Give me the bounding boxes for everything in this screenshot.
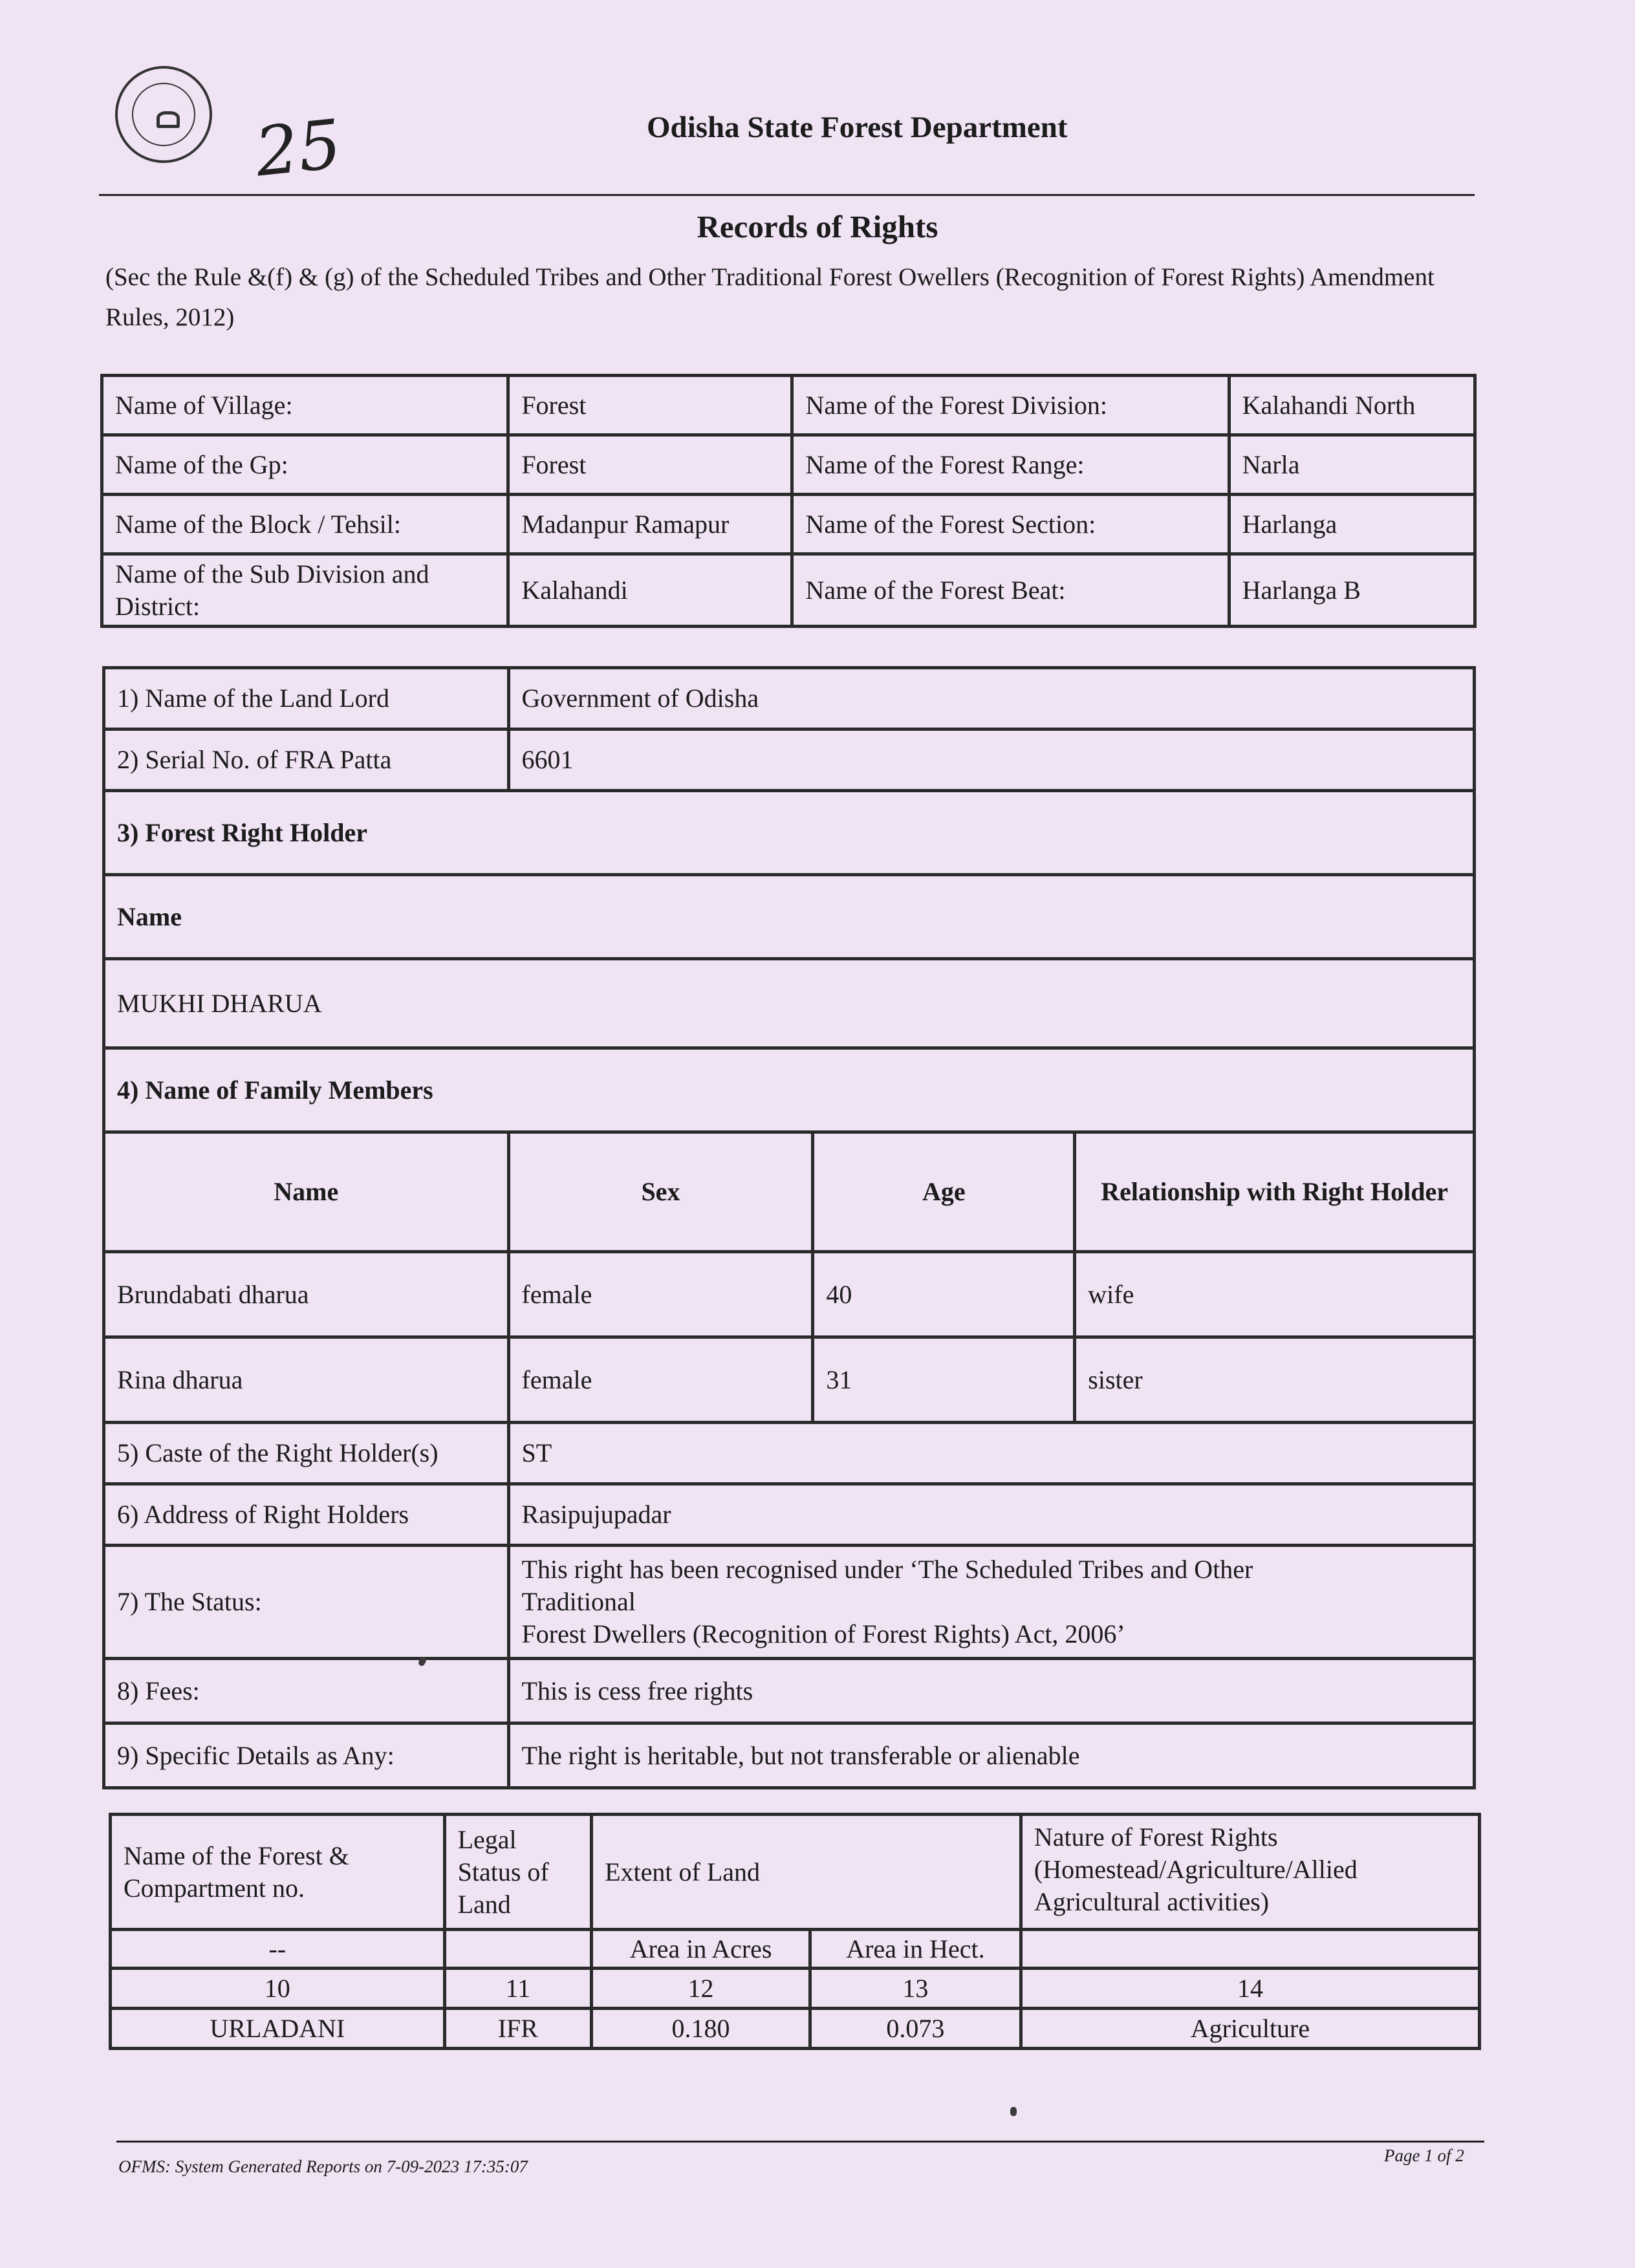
fees-value: This is cess free rights xyxy=(508,1659,1474,1723)
land-value-row xyxy=(111,2009,1480,2049)
land-col-legal: Legal Status of Land xyxy=(444,1815,592,1930)
table-row xyxy=(104,1546,1475,1659)
land-num-legal: 11 xyxy=(444,1969,592,2009)
land-dash: -- xyxy=(111,1930,445,1969)
details-value: The right is heritable, but not transferable or alienable xyxy=(508,1723,1474,1788)
name-heading: Name xyxy=(104,875,1475,959)
caste-value: ST xyxy=(508,1423,1474,1484)
land-acres-value: 0.180 xyxy=(592,2009,810,2049)
land-num-nature: 14 xyxy=(1021,1969,1479,2009)
block-value: Madanpur Ramapur xyxy=(508,495,792,554)
table-row xyxy=(102,554,1475,627)
division-value: Kalahandi North xyxy=(1229,376,1475,435)
serial-value: 6601 xyxy=(508,729,1474,791)
record-table xyxy=(102,666,1476,1789)
landlord-label: 1) Name of the Land Lord xyxy=(104,668,509,729)
family-col-sex: Sex xyxy=(508,1132,813,1252)
land-hect-value: 0.073 xyxy=(810,2009,1021,2049)
beat-value: Harlanga B xyxy=(1229,554,1475,627)
page-number: Page 1 of 2 xyxy=(1384,2146,1464,2165)
fees-label: 8) Fees: xyxy=(104,1659,509,1723)
village-value: Forest xyxy=(508,376,792,435)
header-divider xyxy=(99,194,1475,196)
table-row xyxy=(104,1423,1475,1484)
handwritten-number: 25 xyxy=(251,104,345,192)
land-col-nature: Nature of Forest Rights (Homestead/Agriculture/Allied Agricultural activities) xyxy=(1021,1815,1479,1930)
seal-inner-ring xyxy=(132,83,195,146)
caste-label: 5) Caste of the Right Holder(s) xyxy=(104,1423,509,1484)
landlord-value: Government of Odisha xyxy=(508,668,1474,729)
range-label: Name of the Forest Range: xyxy=(792,435,1229,495)
document-title: Records of Rights xyxy=(697,209,938,244)
land-sub-acres: Area in Acres xyxy=(592,1930,810,1969)
table-row xyxy=(104,959,1475,1048)
land-subheader-row xyxy=(111,1930,1480,1969)
department-title: Odisha State Forest Department xyxy=(647,111,1068,144)
scan-speck xyxy=(1010,2107,1017,2116)
section-value: Harlanga xyxy=(1229,495,1475,554)
details-label: 9) Specific Details as Any: xyxy=(104,1723,509,1788)
block-label: Name of the Block / Tehsil: xyxy=(102,495,508,554)
table-row xyxy=(104,729,1475,791)
status-line-3: Forest Dwellers (Recognition of Forest Rights) Act, 2006’ xyxy=(521,1619,1125,1648)
table-row xyxy=(104,1048,1475,1132)
status-line-1: This right has been recognised under ‘The Scheduled Tribes and Other xyxy=(521,1555,1253,1584)
member-relation: sister xyxy=(1075,1337,1475,1423)
land-sub-hect: Area in Hect. xyxy=(810,1930,1021,1969)
member-name: Rina dharua xyxy=(104,1337,509,1423)
odisha-emblem-seal xyxy=(115,66,212,163)
land-col-forest: Name of the Forest & Compartment no. xyxy=(111,1815,445,1930)
footer-divider xyxy=(116,2141,1484,2143)
status-label: 7) The Status: xyxy=(104,1546,509,1659)
generated-note: OFMS: System Generated Reports on 7-09-2023 17:35:07 xyxy=(118,2157,528,2176)
location-table xyxy=(100,374,1477,628)
section-label: Name of the Forest Section: xyxy=(792,495,1229,554)
land-nature-value: Agriculture xyxy=(1021,2009,1479,2049)
status-value xyxy=(508,1546,1474,1659)
table-row xyxy=(104,1337,1475,1423)
land-empty-cell xyxy=(444,1930,592,1969)
address-label: 6) Address of Right Holders xyxy=(104,1484,509,1546)
table-row xyxy=(102,495,1475,554)
status-line-2: Traditional xyxy=(521,1587,636,1616)
table-row xyxy=(104,1252,1475,1337)
land-legal-value: IFR xyxy=(444,2009,592,2049)
holder-name: MUKHI DHARUA xyxy=(104,959,1475,1048)
family-col-age: Age xyxy=(813,1132,1075,1252)
address-value: Rasipujupadar xyxy=(508,1484,1474,1546)
gp-label: Name of the Gp: xyxy=(102,435,508,495)
land-num-hect: 13 xyxy=(810,1969,1021,2009)
document-subtitle: (Sec the Rule &(f) & (g) of the Scheduled Tribes and Other Traditional Forest Owellers (Recognition of Forest Rights) Amendment Rules, 2012) xyxy=(105,263,1435,331)
land-forest-value: URLADANI xyxy=(111,2009,445,2049)
table-row xyxy=(104,875,1475,959)
table-row xyxy=(104,1659,1475,1723)
land-header-row xyxy=(111,1815,1480,1930)
table-row xyxy=(102,376,1475,435)
land-num-forest: 10 xyxy=(111,1969,445,2009)
member-sex: female xyxy=(508,1337,813,1423)
serial-label: 2) Serial No. of FRA Patta xyxy=(104,729,509,791)
table-row xyxy=(104,791,1475,875)
family-col-name: Name xyxy=(104,1132,509,1252)
land-col-extent: Extent of Land xyxy=(592,1815,1021,1930)
subdiv-value: Kalahandi xyxy=(508,554,792,627)
subdiv-label: Name of the Sub Division and District: xyxy=(102,554,508,627)
member-age: 40 xyxy=(813,1252,1075,1337)
table-row xyxy=(104,1484,1475,1546)
table-row xyxy=(104,668,1475,729)
member-sex: female xyxy=(508,1252,813,1337)
gp-value: Forest xyxy=(508,435,792,495)
table-row xyxy=(102,435,1475,495)
division-label: Name of the Forest Division: xyxy=(792,376,1229,435)
beat-label: Name of the Forest Beat: xyxy=(792,554,1229,627)
land-num-acres: 12 xyxy=(592,1969,810,2009)
seal-emblem-icon xyxy=(157,111,180,128)
land-number-row xyxy=(111,1969,1480,2009)
holder-heading: 3) Forest Right Holder xyxy=(104,791,1475,875)
family-heading: 4) Name of Family Members xyxy=(104,1048,1475,1132)
range-value: Narla xyxy=(1229,435,1475,495)
village-label: Name of Village: xyxy=(102,376,508,435)
member-name: Brundabati dharua xyxy=(104,1252,509,1337)
table-row xyxy=(104,1723,1475,1788)
family-col-relation: Relationship with Right Holder xyxy=(1075,1132,1475,1252)
member-age: 31 xyxy=(813,1337,1075,1423)
land-table xyxy=(109,1813,1481,2050)
member-relation: wife xyxy=(1075,1252,1475,1337)
family-header-row xyxy=(104,1132,1475,1252)
land-empty-cell xyxy=(1021,1930,1479,1969)
